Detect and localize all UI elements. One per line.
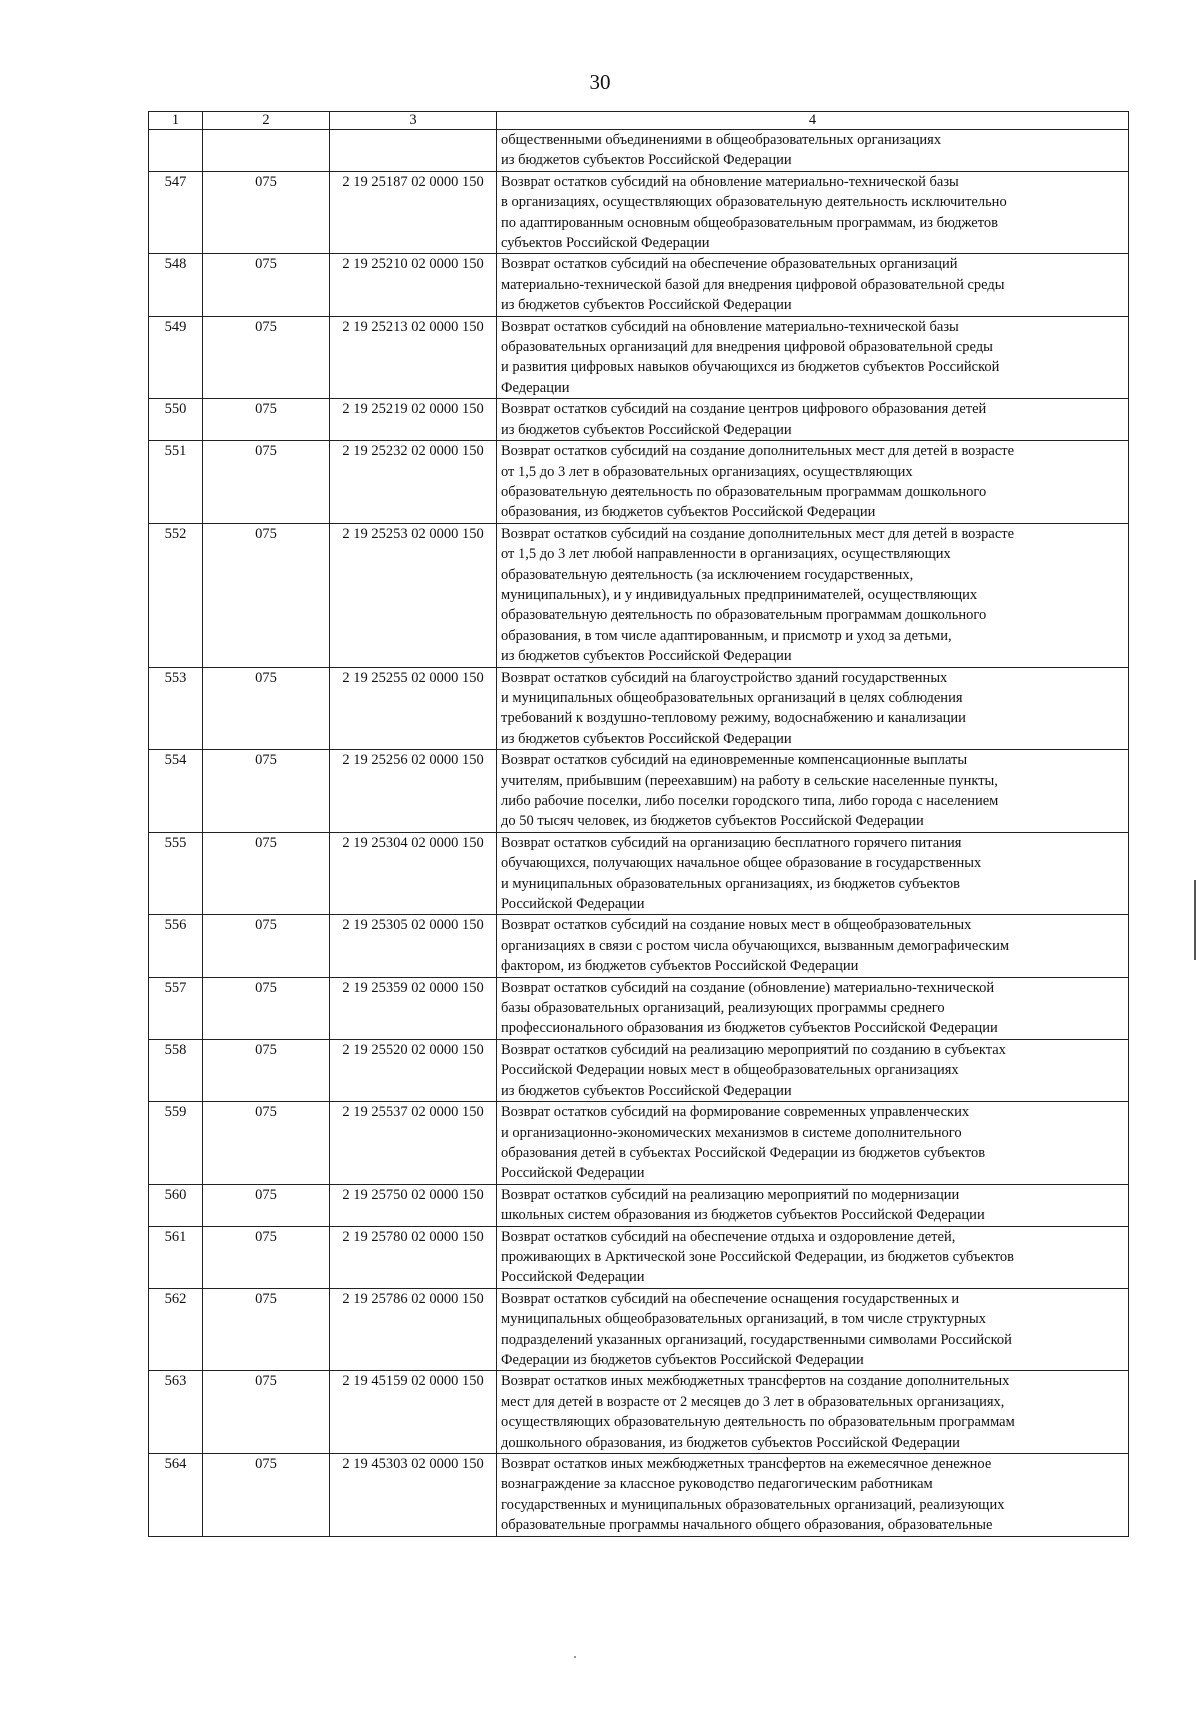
column-header-1: 1 [149,112,203,130]
revenue-description-cell [497,750,1129,833]
description-line: Возврат остатков субсидий на обеспечение образовательных организаций [501,256,958,273]
budget-classification-code-cell: 2 19 45303 02 0000 150 [330,1454,497,1537]
scan-dot-mark [574,1656,576,1658]
table-row [149,667,1129,750]
description-line: Возврат остатков субсидий на благоустройство зданий государственных [501,669,948,686]
administrator-code-cell: 075 [203,523,330,667]
table-row [149,977,1129,1039]
revenue-description-cell [497,316,1129,399]
description-line: Возврат остатков субсидий на единовременные компенсационные выплаты [501,752,968,769]
table-body [149,130,1129,1537]
column-header-4: 4 [497,112,1129,130]
administrator-code-cell: 075 [203,1184,330,1226]
description-line: Возврат остатков субсидий на реализацию мероприятий по созданию в субъектах [501,1041,1006,1058]
row-number-cell: 555 [149,832,203,915]
description-line: образовательную деятельность по образовательным программам дошкольного [501,607,987,624]
description-line: в организациях, осуществляющих образовательную деятельность исключительно [501,194,1007,211]
row-number-cell: 561 [149,1226,203,1288]
revenue-description-cell [497,523,1129,667]
budget-classification-code-cell: 2 19 25304 02 0000 150 [330,832,497,915]
budget-classification-code-cell: 2 19 25750 02 0000 150 [330,1184,497,1226]
scan-edge-mark [1194,880,1196,960]
row-number-cell: 563 [149,1371,203,1454]
budget-classification-code-cell: 2 19 25359 02 0000 150 [330,977,497,1039]
description-line: Возврат остатков субсидий на создание дополнительных мест для детей в возрасте [501,443,1015,460]
budget-classification-code-cell: 2 19 25305 02 0000 150 [330,915,497,977]
page-number: 30 [589,70,611,94]
column-header-3: 3 [330,112,497,130]
revenue-description-cell [497,832,1129,915]
row-number-cell: 558 [149,1039,203,1101]
administrator-code-cell: 075 [203,977,330,1039]
table-row [149,316,1129,399]
revenue-description-cell [497,915,1129,977]
administrator-code-cell: 075 [203,254,330,316]
description-line: муниципальных общеобразовательных организаций, в том числе структурных [501,1311,986,1328]
description-line: Возврат остатков субсидий на обновление материально-технической базы [501,173,959,190]
table-row [149,441,1129,524]
row-number-cell: 548 [149,254,203,316]
budget-classification-code-cell: 2 19 25537 02 0000 150 [330,1102,497,1185]
description-line: из бюджетов субъектов Российской Федерации [501,421,792,438]
administrator-code-cell: 075 [203,1371,330,1454]
description-line: профессионального образования из бюджетов субъектов Российской Федерации [501,1020,998,1037]
administrator-code-cell: 075 [203,1226,330,1288]
administrator-code-cell: 075 [203,832,330,915]
description-line: Возврат остатков субсидий на организацию бесплатного горячего питания [501,834,962,851]
table-row [149,832,1129,915]
description-line: образования, в том числе адаптированным, и присмотр и уход за детьми, [501,627,952,644]
description-line: от 1,5 до 3 лет любой направленности в организациях, осуществляющих [501,546,951,563]
budget-classification-code-cell: 2 19 25786 02 0000 150 [330,1288,497,1371]
row-number-cell: 551 [149,441,203,524]
budget-classification-code-cell: 2 19 25780 02 0000 150 [330,1226,497,1288]
row-number-cell: 550 [149,399,203,441]
description-line: до 50 тысяч человек, из бюджетов субъектов Российской Федерации [501,813,924,830]
description-line: дошкольного образования, из бюджетов субъектов Российской Федерации [501,1434,960,1451]
description-line: Возврат остатков субсидий на формирование современных управленческих [501,1104,970,1121]
budget-classification-code-cell: 2 19 25520 02 0000 150 [330,1039,497,1101]
administrator-code-cell: 075 [203,1288,330,1371]
description-line: Возврат остатков иных межбюджетных трансфертов на ежемесячное денежное [501,1456,992,1472]
row-number-cell: 553 [149,667,203,750]
description-line: мест для детей в возрасте от 2 месяцев до 3 лет в образовательных организациях, [501,1393,1005,1410]
description-line: Федерации из бюджетов субъектов Российской Федерации [501,1351,864,1368]
description-line: вознаграждение за классное руководство педагогическим работникам [501,1476,933,1493]
budget-codes-table [148,111,1129,1537]
row-number-cell [149,130,203,172]
table-header-row [149,112,1129,130]
description-line: Возврат остатков субсидий на реализацию мероприятий по модернизации [501,1186,960,1203]
table-row [149,171,1129,254]
revenue-description-cell [497,1039,1129,1101]
revenue-description-cell [497,667,1129,750]
administrator-code-cell [203,130,330,172]
description-line: учителям, прибывшим (переехавшим) на работу в сельские населенные пункты, [501,772,998,789]
table-row [149,1226,1129,1288]
description-line: из бюджетов субъектов Российской Федерации [501,152,792,169]
description-line: Возврат остатков иных межбюджетных трансфертов на создание дополнительных [501,1373,1010,1390]
description-line: Возврат остатков субсидий на создание центров цифрового образования детей [501,401,987,418]
description-line: материально-технической базой для внедрения цифровой образовательной среды [501,276,1005,293]
table-row [149,915,1129,977]
row-number-cell: 552 [149,523,203,667]
description-line: проживающих в Арктической зоне Российской Федерации, из бюджетов субъектов [501,1248,1014,1265]
description-line: Возврат остатков субсидий на обеспечение отдыха и оздоровление детей, [501,1228,956,1245]
budget-classification-code-cell: 2 19 25213 02 0000 150 [330,316,497,399]
table-row [149,1454,1129,1537]
revenue-description-cell [497,254,1129,316]
administrator-code-cell: 075 [203,316,330,399]
description-line: осуществляющих образовательную деятельность по образовательным программам [501,1414,1015,1431]
description-line: Российской Федерации новых мест в общеобразовательных организациях [501,1062,959,1079]
description-line: и организационно-экономических механизмов в системе дополнительного [501,1124,962,1141]
description-line: Возврат остатков субсидий на создание дополнительных мест для детей в возрасте [501,525,1015,542]
description-line: образовательных организаций для внедрения цифровой образовательной среды [501,339,993,356]
description-line: обучающихся, получающих начальное общее образование в государственных [501,855,982,872]
administrator-code-cell: 075 [203,667,330,750]
description-line: Российской Федерации [501,1165,645,1182]
description-line: общественными объединениями в общеобразовательных организациях [501,132,942,148]
row-number-cell: 559 [149,1102,203,1185]
description-line: либо рабочие поселки, либо поселки городского типа, либо города с населением [501,793,999,809]
description-line: по адаптированным основным общеобразовательным программам, из бюджетов [501,214,998,231]
table-row [149,1039,1129,1101]
budget-classification-code-cell: 2 19 25255 02 0000 150 [330,667,497,750]
column-header-2: 2 [203,112,330,130]
revenue-description-cell [497,977,1129,1039]
description-line: из бюджетов субъектов Российской Федерации [501,730,792,747]
revenue-description-cell [497,399,1129,441]
administrator-code-cell: 075 [203,171,330,254]
budget-classification-code-cell [330,130,497,172]
administrator-code-cell: 075 [203,1454,330,1537]
description-line: муниципальных), и у индивидуальных предпринимателей, осуществляющих [501,586,978,603]
row-number-cell: 556 [149,915,203,977]
row-number-cell: 562 [149,1288,203,1371]
table-row [149,1102,1129,1185]
description-line: Российской Федерации [501,896,645,913]
description-line: из бюджетов субъектов Российской Федерации [501,297,792,314]
administrator-code-cell: 075 [203,441,330,524]
table-row [149,1184,1129,1226]
description-line: требований к воздушно-тепловому режиму, водоснабжению и канализации [501,710,966,727]
description-line: школьных систем образования из бюджетов субъектов Российской Федерации [501,1207,985,1224]
revenue-description-cell [497,1454,1129,1537]
row-number-cell: 564 [149,1454,203,1537]
description-line: образования, из бюджетов субъектов Российской Федерации [501,504,876,521]
row-number-cell: 549 [149,316,203,399]
budget-classification-code-cell: 2 19 25219 02 0000 150 [330,399,497,441]
description-line: Федерации [501,379,570,396]
description-line: подразделений указанных организаций, государственными символами Российской [501,1331,1012,1348]
description-line: фактором, из бюджетов субъектов Российской Федерации [501,958,859,975]
revenue-description-cell [497,1288,1129,1371]
table-row [149,1371,1129,1454]
table-row [149,523,1129,667]
administrator-code-cell: 075 [203,750,330,833]
description-line: Возврат остатков субсидий на обеспечение оснащения государственных и [501,1290,960,1307]
row-number-cell: 547 [149,171,203,254]
administrator-code-cell: 075 [203,1102,330,1185]
description-line: субъектов Российской Федерации [501,235,710,252]
description-line: образования детей в субъектах Российской Федерации из бюджетов субъектов [501,1144,986,1161]
budget-classification-code-cell: 2 19 25232 02 0000 150 [330,441,497,524]
description-line: Возврат остатков субсидий на создание новых мест в общеобразовательных [501,917,972,934]
description-line: и муниципальных общеобразовательных организаций в целях соблюдения [501,689,963,706]
administrator-code-cell: 075 [203,1039,330,1101]
revenue-description-cell [497,130,1129,172]
budget-classification-code-cell: 2 19 45159 02 0000 150 [330,1371,497,1454]
description-line: и развития цифровых навыков обучающихся из бюджетов субъектов Российской [501,359,1000,376]
description-line: от 1,5 до 3 лет в образовательных организациях, осуществляющих [501,463,913,480]
revenue-description-cell [497,1102,1129,1185]
description-line: из бюджетов субъектов Российской Федерации [501,648,792,665]
table-row [149,750,1129,833]
administrator-code-cell: 075 [203,915,330,977]
budget-classification-code-cell: 2 19 25256 02 0000 150 [330,750,497,833]
row-number-cell: 554 [149,750,203,833]
description-line: государственных и муниципальных образовательных организаций, реализующих [501,1496,1005,1513]
description-line: базы образовательных организаций, реализующих программы среднего [501,1000,945,1017]
row-number-cell: 560 [149,1184,203,1226]
table-row [149,1288,1129,1371]
administrator-code-cell: 075 [203,399,330,441]
revenue-description-cell [497,1226,1129,1288]
budget-classification-code-cell: 2 19 25253 02 0000 150 [330,523,497,667]
table-row [149,254,1129,316]
budget-classification-code-cell: 2 19 25187 02 0000 150 [330,171,497,254]
description-line: организациях в связи с ростом числа обучающихся, вызванным демографическим [501,937,1010,954]
description-line: и муниципальных образовательных организациях, из бюджетов субъектов [501,875,961,892]
description-line: из бюджетов субъектов Российской Федерации [501,1082,792,1099]
description-line: образовательную деятельность (за исключением государственных, [501,566,914,583]
description-line: Возврат остатков субсидий на обновление материально-технической базы [501,318,959,335]
table-row [149,130,1129,172]
revenue-description-cell [497,171,1129,254]
description-line: Российской Федерации [501,1269,645,1286]
description-line: образовательные программы начального общего образования, образовательные [501,1517,993,1534]
revenue-description-cell [497,441,1129,524]
table-row [149,399,1129,441]
revenue-description-cell [497,1184,1129,1226]
budget-classification-code-cell: 2 19 25210 02 0000 150 [330,254,497,316]
description-line: Возврат остатков субсидий на создание (обновление) материально-технической [501,979,995,996]
description-line: образовательную деятельность по образовательным программам дошкольного [501,483,987,500]
revenue-description-cell [497,1371,1129,1454]
row-number-cell: 557 [149,977,203,1039]
